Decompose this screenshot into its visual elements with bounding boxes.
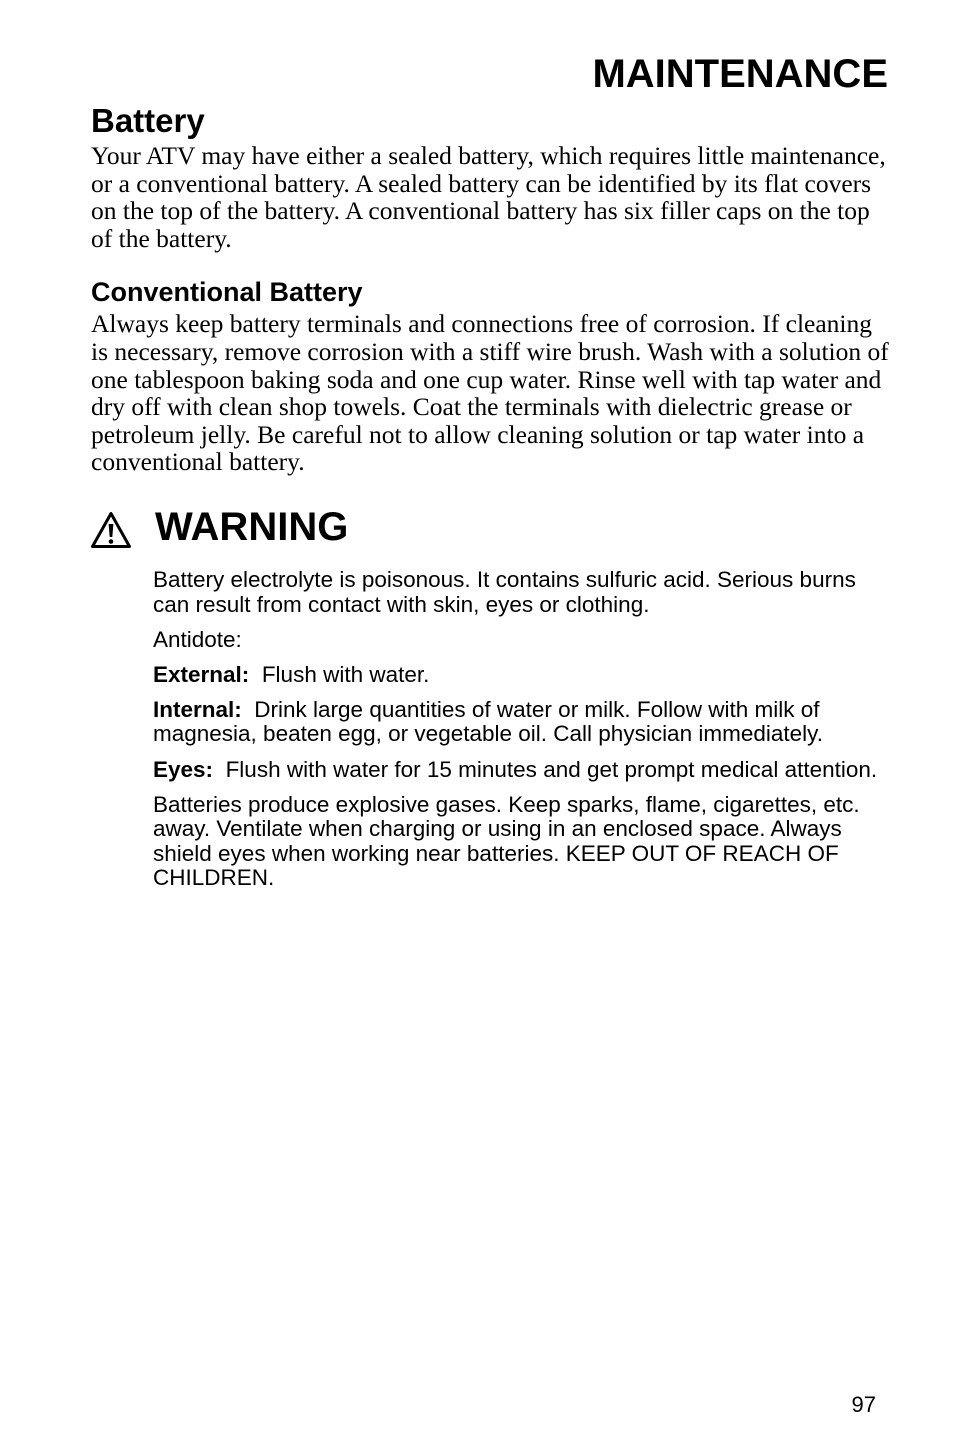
eyes-label: Eyes:: [153, 756, 214, 782]
page-content: [91, 100, 891, 901]
warning-intro: Battery electrolyte is poisonous. It contains sulfuric acid. Serious burns can result from contact with skin, eyes or clothing.: [153, 566, 856, 617]
battery-paragraph: Your ATV may have either a sealed battery, which requires little maintenance, or a conventional battery. A sealed battery can be identified by its flat covers on the top of the battery. A conventional battery has six filler caps on the top of the battery.: [91, 141, 886, 253]
warning-closing: Batteries produce explosive gases. Keep sparks, flame, cigarettes, etc. away. Ventilate when charging or using in an enclosed space. Always shield eyes when working near batteries. KEEP OUT OF REACH OF CHILDREN.: [153, 791, 860, 891]
internal-label: Internal:: [153, 696, 242, 722]
internal-text: Drink large quantities of water or milk. Follow with milk of magnesia, beaten egg, or vegetable oil. Call physician immediately.: [153, 696, 823, 747]
battery-section-title: Battery: [91, 102, 205, 139]
warning-body: [153, 568, 898, 891]
page-number: 97: [851, 1392, 876, 1417]
internal-antidote: [153, 698, 898, 747]
warning-header: [91, 498, 891, 558]
warning-title: WARNING: [155, 505, 349, 550]
antidote-label: Antidote:: [153, 626, 242, 652]
warning-triangle-icon: [91, 512, 131, 548]
external-label: External:: [153, 661, 250, 687]
external-antidote: [153, 663, 898, 688]
conventional-battery-paragraph: Always keep battery terminals and connections free of corrosion. If cleaning is necessary, remove corrosion with a stiff wire brush. Wash with a solution of one tablespoon baking soda and one cup water. Rinse well with tap water and dry off with clean shop towels. Coat the terminals with dielectric grease or petroleum jelly. Be careful not to allow cleaning solution or tap water into a conventional battery.: [91, 309, 889, 477]
eyes-text: Flush with water for 15 minutes and get prompt medical attention.: [225, 756, 878, 782]
conventional-battery-title: Conventional Battery: [91, 277, 363, 308]
eyes-antidote: [153, 758, 898, 783]
page-header-title: MAINTENANCE: [592, 52, 888, 96]
external-text: Flush with water.: [261, 661, 430, 687]
